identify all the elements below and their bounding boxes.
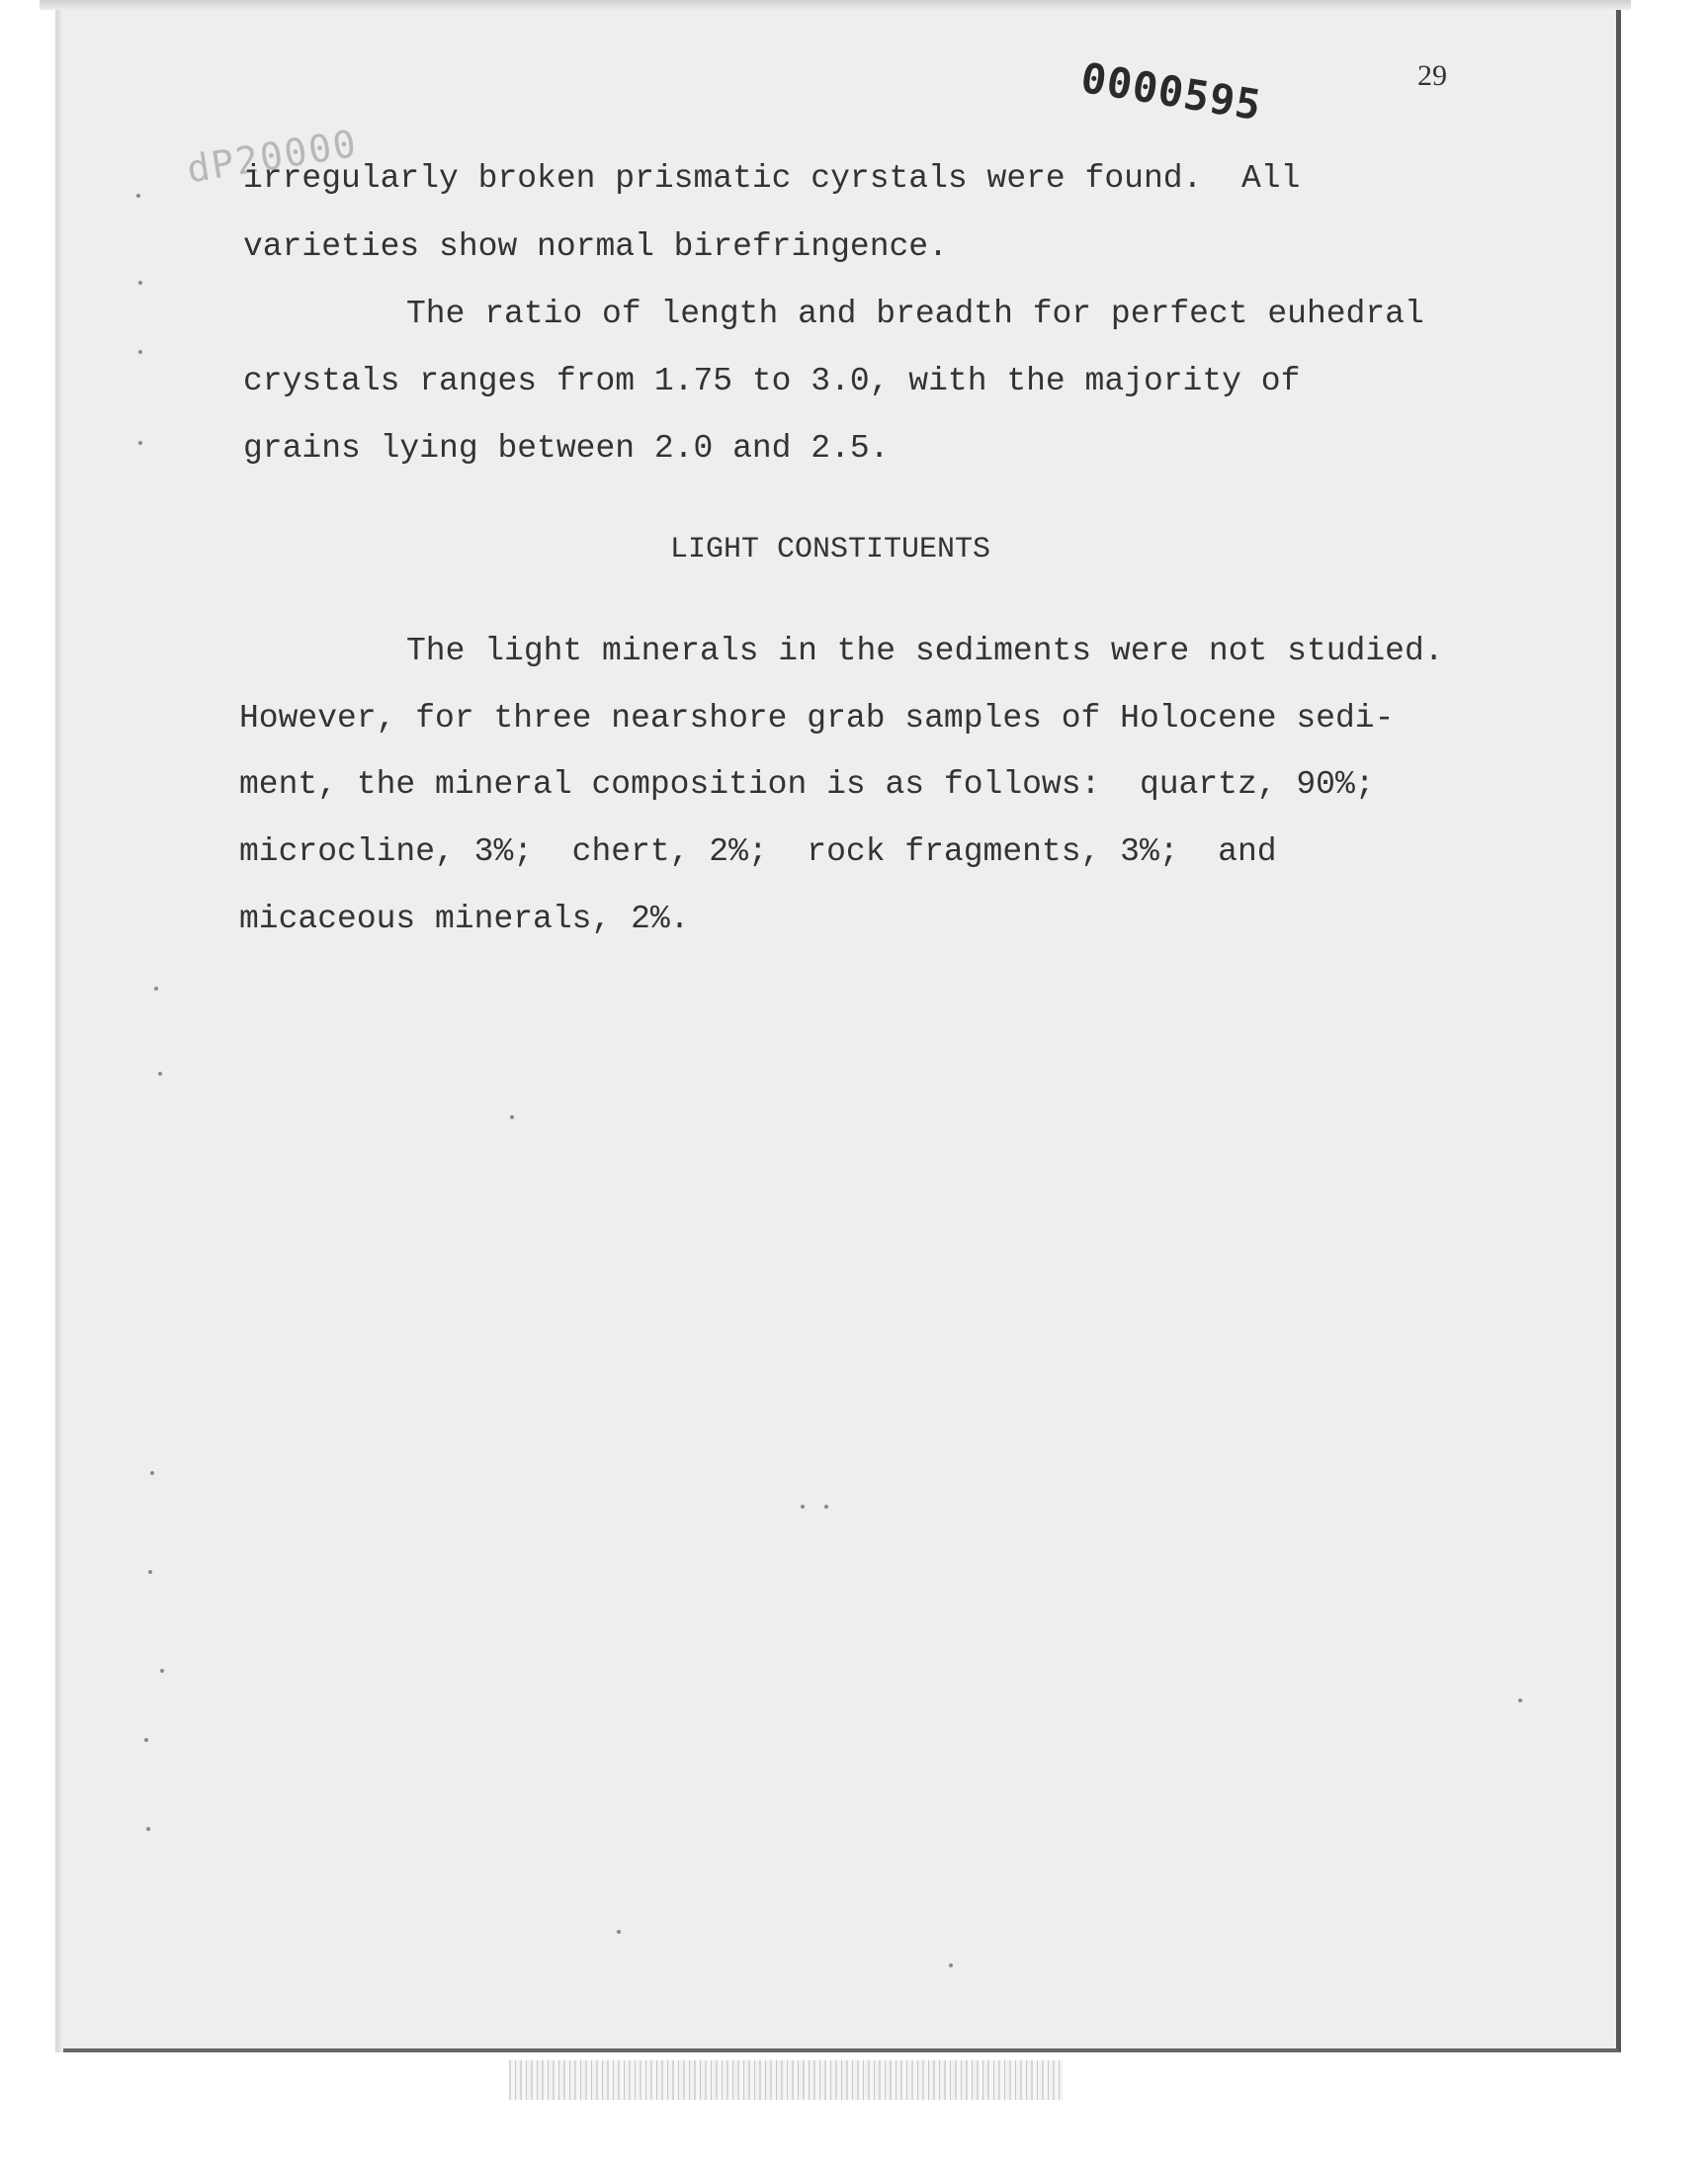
paragraph-3-line-5: micaceous minerals, 2%. bbox=[239, 901, 690, 937]
paragraph-1-line-2: varieties show normal birefringence. bbox=[243, 228, 948, 265]
paragraph-3-line-4: microcline, 3%; chert, 2%; rock fragments, 3%; and bbox=[239, 833, 1277, 870]
scan-speck bbox=[1518, 1698, 1522, 1702]
paragraph-3-line-2: However, for three nearshore grab samples of Holocene sedi- bbox=[239, 700, 1395, 737]
scan-speck bbox=[949, 1963, 953, 1967]
scan-speck bbox=[158, 1072, 162, 1076]
scan-speck bbox=[138, 281, 142, 285]
paragraph-2-line-2: crystals ranges from 1.75 to 3.0, with the majority of bbox=[243, 363, 1301, 399]
section-heading: LIGHT CONSTITUENTS bbox=[669, 533, 991, 566]
scan-speck bbox=[150, 1471, 154, 1475]
scan-speck bbox=[146, 1827, 150, 1831]
scan-speck bbox=[824, 1505, 828, 1509]
page-number: 29 bbox=[1417, 59, 1447, 92]
scanner-artifact bbox=[509, 2060, 1063, 2100]
scan-speck bbox=[136, 194, 140, 198]
faded-stamp: dP20000 bbox=[184, 121, 361, 192]
scan-speck bbox=[801, 1505, 805, 1509]
paragraph-3-line-1: The light minerals in the sediments were not studied. bbox=[406, 633, 1444, 669]
scan-speck bbox=[144, 1738, 148, 1742]
document-stamp-number: 0000595 bbox=[1077, 53, 1265, 130]
paragraph-1-line-1: irregularly broken prismatic cyrstals were found. All bbox=[243, 160, 1301, 197]
paragraph-3-line-3: ment, the mineral composition is as follows: quartz, 90%; bbox=[239, 766, 1375, 803]
scan-speck bbox=[138, 350, 142, 354]
paragraph-2-line-1: The ratio of length and breadth for perfect euhedral bbox=[406, 296, 1424, 332]
scan-speck bbox=[148, 1570, 152, 1574]
paragraph-2-line-3: grains lying between 2.0 and 2.5. bbox=[243, 430, 890, 467]
page-binding-edge bbox=[55, 10, 63, 2052]
scan-speck bbox=[510, 1115, 514, 1119]
scan-speck bbox=[154, 987, 158, 991]
sheet-top-edge bbox=[40, 0, 1631, 10]
scan-speck bbox=[617, 1930, 621, 1934]
scan-speck bbox=[160, 1669, 164, 1673]
scan-speck bbox=[138, 441, 142, 445]
